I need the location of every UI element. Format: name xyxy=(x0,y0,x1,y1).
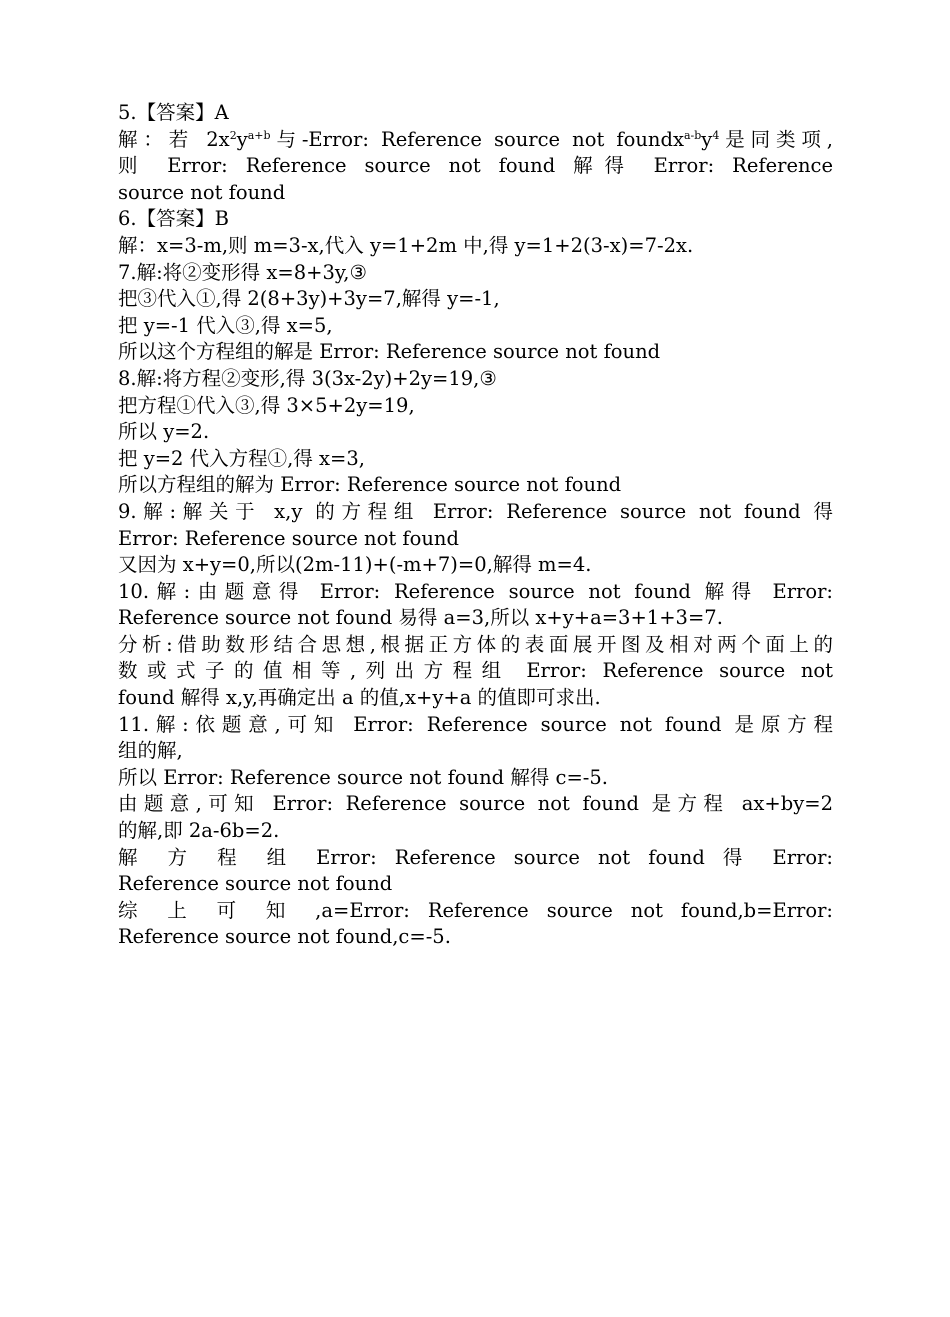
analysis-line-2: 数或式子的值相等,列出方程组 Error: Reference source not xyxy=(118,659,833,683)
superscript: 2 xyxy=(229,128,237,142)
text-run: y xyxy=(236,127,248,151)
superscript: a+b xyxy=(247,128,271,142)
answer-10-line-2: Reference source not found 易得 a=3,所以 x+y+a=3+1+3=7. xyxy=(118,606,723,630)
answer-8-line-4: 把 y=2 代入方程①,得 x=3, xyxy=(118,446,365,470)
text-run: 是同类项, xyxy=(719,127,833,151)
answer-11-line-7: Reference source not found xyxy=(118,872,393,896)
answer-5-heading: 5.【答案】A xyxy=(118,101,229,124)
answer-11-line-5: 的解,即 2a-6b=2. xyxy=(118,819,280,843)
answer-10-line-1: 10.解:由题意得 Error: Reference source not found 解得 Error: xyxy=(118,579,833,603)
answer-8-line-5: 所以方程组的解为 Error: Reference source not found xyxy=(118,473,622,497)
answer-11-line-2: 组的解, xyxy=(118,739,183,763)
answer-11-line-4: 由题意,可知 Error: Reference source not found 是方程 ax+by=2 xyxy=(118,792,833,816)
answer-6-line-1: 解：x=3-m,则 m=3-x,代入 y=1+2m 中,得 y=1+2(3-x)=7-2x. xyxy=(118,233,694,257)
answer-5-line-2: 则 Error: Reference source not found 解得 Error: Reference xyxy=(118,154,833,178)
superscript: 4 xyxy=(712,128,720,142)
answer-7-line-4: 所以这个方程组的解是 Error: Reference source not found xyxy=(118,340,661,364)
answer-8-line-1: 8.解:将方程②变形,得 3(3x-2y)+2y=19,③ xyxy=(118,366,497,390)
answer-5-line-3: source not found xyxy=(118,180,286,204)
answer-11-line-1: 11.解:依题意,可知 Error: Reference source not found 是原方程 xyxy=(118,712,833,736)
superscript: a-b xyxy=(683,128,702,142)
answer-5-line-1 xyxy=(118,127,833,154)
analysis-line-1: 分析:借助数形结合思想,根据正方体的表面展开图及相对两个面上的 xyxy=(118,632,833,656)
answer-11-line-8: 综 上 可 知 ,a=Error: Reference source not found,b=Error: xyxy=(118,898,833,922)
answer-9-line-3: 又因为 x+y=0,所以(2m-11)+(-m+7)=0,解得 m=4. xyxy=(118,553,592,577)
answer-11-line-9: Reference source not found,c=-5. xyxy=(118,925,451,949)
answer-7-line-3: 把 y=-1 代入③,得 x=5, xyxy=(118,313,333,337)
text-run: 与-Error: Reference source not foundx xyxy=(270,127,684,151)
answer-7-line-2: 把③代入①,得 2(8+3y)+3y=7,解得 y=-1, xyxy=(118,287,500,311)
answer-9-line-2: Error: Reference source not found xyxy=(118,526,459,550)
answer-7-line-1: 7.解:将②变形得 x=8+3y,③ xyxy=(118,260,367,284)
document-body xyxy=(118,100,833,951)
answer-8-line-3: 所以 y=2. xyxy=(118,420,210,444)
answer-11-line-3: 所以 Error: Reference source not found 解得 c=-5. xyxy=(118,765,608,789)
answer-9-line-1: 9.解:解关于 x,y 的方程组 Error: Reference source not found 得 xyxy=(118,499,833,523)
answer-11-line-6: 解 方 程 组 Error: Reference source not found 得 Error: xyxy=(118,845,833,869)
answer-6-heading: 6.【答案】B xyxy=(118,207,229,231)
text-run: y xyxy=(701,127,713,151)
answer-8-line-2: 把方程①代入③,得 3×5+2y=19, xyxy=(118,393,415,417)
analysis-line-3: found 解得 x,y,再确定出 a 的值,x+y+a 的值即可求出. xyxy=(118,686,601,710)
text-run: 解：若 2x xyxy=(118,127,230,151)
